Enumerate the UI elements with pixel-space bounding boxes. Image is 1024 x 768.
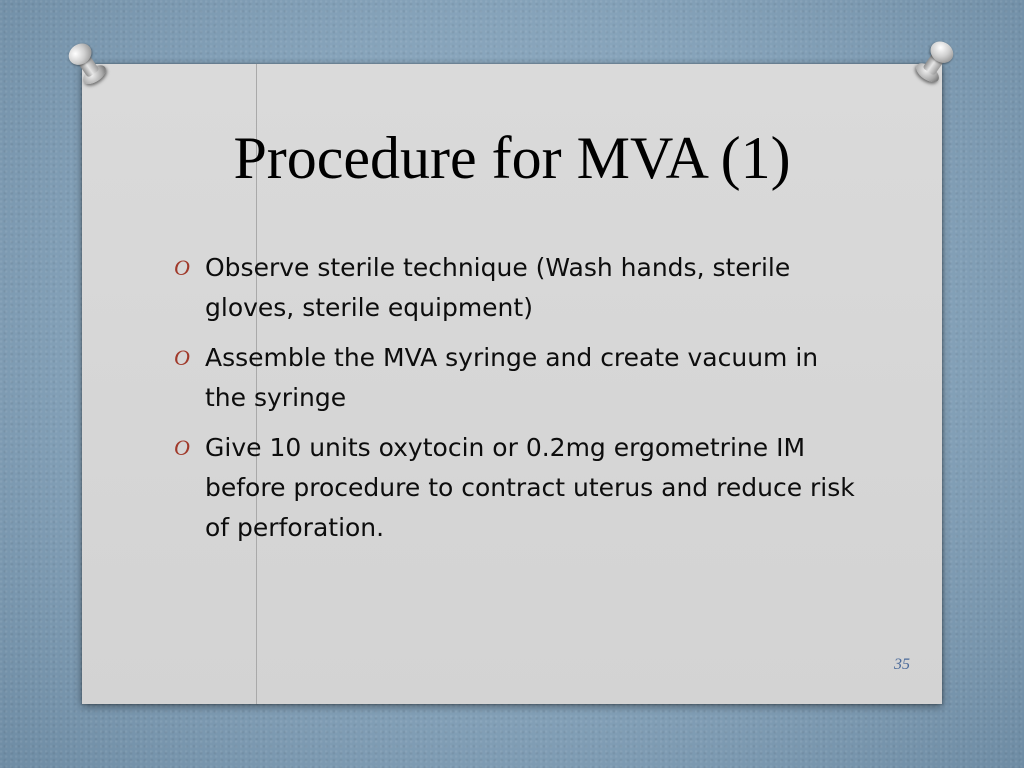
slide-number: 35 (894, 656, 910, 673)
bullet-text: Assemble the MVA syringe and create vacuum in the syringe (205, 343, 819, 412)
bullet-item (172, 338, 862, 418)
bullet-marker-icon: O (174, 255, 190, 280)
bullet-marker-icon: O (174, 435, 190, 460)
bullet-list (172, 248, 862, 558)
bullet-marker-icon: O (174, 345, 190, 370)
bullet-text: Observe sterile technique (Wash hands, sterile gloves, sterile equipment) (205, 253, 791, 322)
bullet-item (172, 248, 862, 328)
bullet-item (172, 428, 862, 548)
bullet-text: Give 10 units oxytocin or 0.2mg ergometrine IM before procedure to contract uterus and reduce risk of perforation. (205, 433, 855, 542)
slide-title: Procedure for MVA (1) (233, 125, 791, 191)
